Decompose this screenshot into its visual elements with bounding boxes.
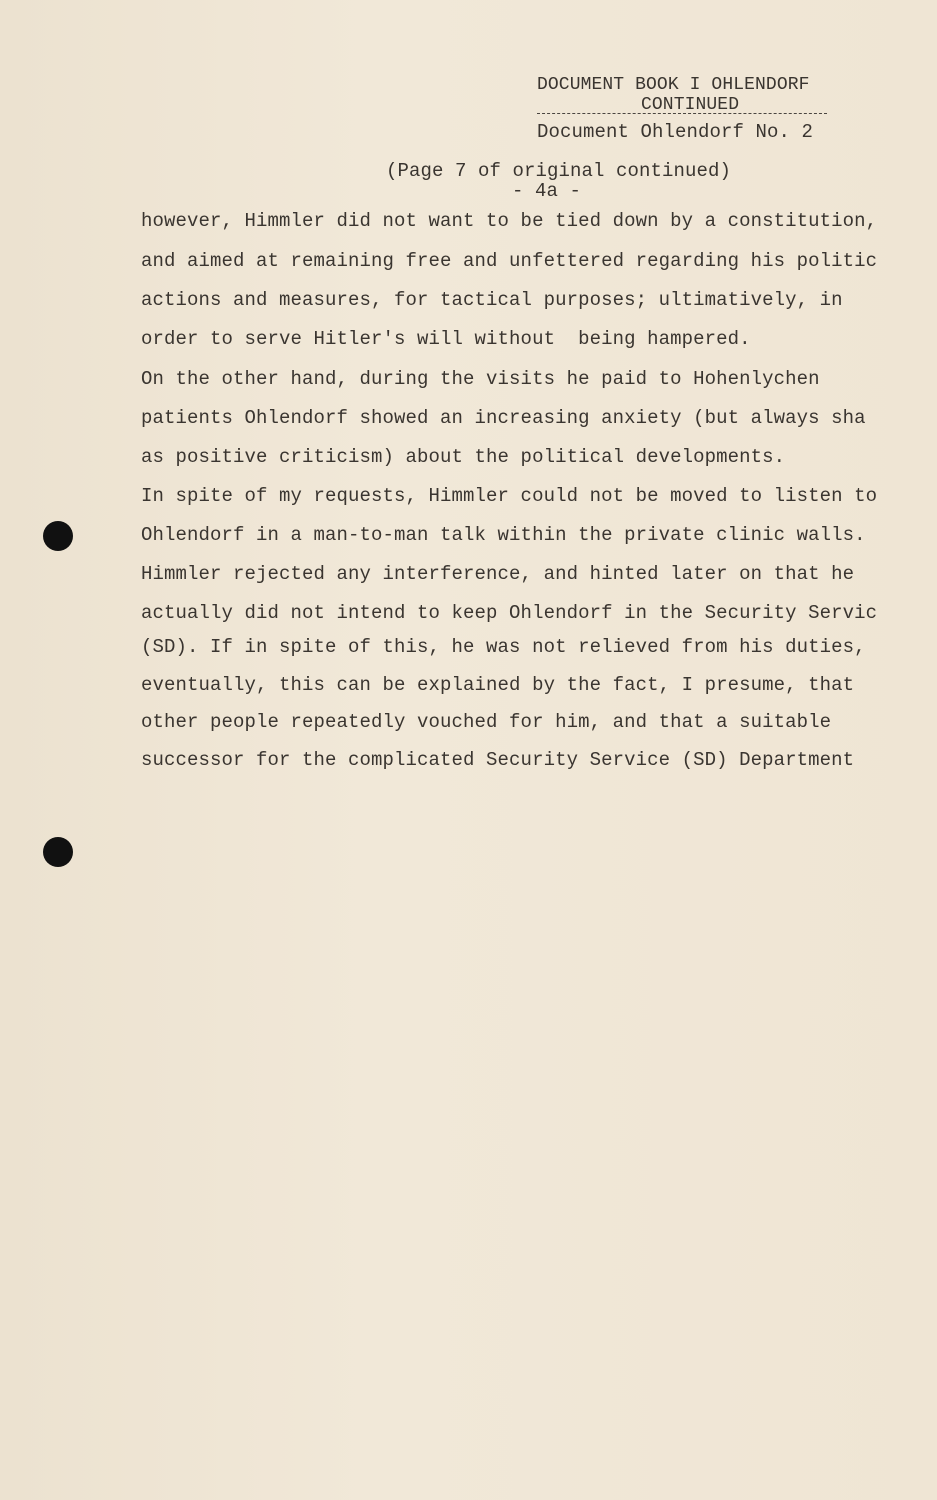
punch-hole — [43, 521, 73, 551]
page-number: - 4a - — [512, 180, 582, 202]
body-line: In spite of my requests, Himmler could not be moved to listen to — [141, 485, 878, 507]
body-line: (SD). If in spite of this, he was not relieved from his duties, — [141, 636, 866, 658]
body-line: actions and measures, for tactical purposes; ultimatively, in — [141, 289, 843, 311]
body-line: order to serve Hitler's will without being hampered. — [141, 328, 751, 350]
body-line: and aimed at remaining free and unfettered regarding his politic — [141, 250, 878, 272]
body-line: Ohlendorf in a man-to-man talk within the private clinic walls. — [141, 524, 866, 546]
body-line: other people repeatedly vouched for him, and that a suitable — [141, 711, 832, 733]
body-line: eventually, this can be explained by the fact, I presume, that — [141, 674, 855, 696]
body-line: patients Ohlendorf showed an increasing anxiety (but always sha — [141, 407, 866, 429]
header-title: DOCUMENT BOOK I OHLENDORF — [537, 75, 810, 95]
header-continued: CONTINUED — [641, 95, 740, 115]
body-line: as positive criticism) about the political developments. — [141, 446, 786, 468]
body-line: On the other hand, during the visits he paid to Hohenlychen — [141, 368, 820, 390]
body-line: Himmler rejected any interference, and hinted later on that he — [141, 563, 855, 585]
header-underline — [537, 113, 827, 114]
body-line: successor for the complicated Security Service (SD) Department — [141, 749, 855, 771]
document-number: Document Ohlendorf No. 2 — [537, 121, 814, 143]
body-line: however, Himmler did not want to be tied down by a constitution, — [141, 210, 878, 232]
body-line: actually did not intend to keep Ohlendorf in the Security Servic — [141, 602, 878, 624]
page-note: (Page 7 of original continued) — [386, 160, 732, 182]
punch-hole — [43, 837, 73, 867]
